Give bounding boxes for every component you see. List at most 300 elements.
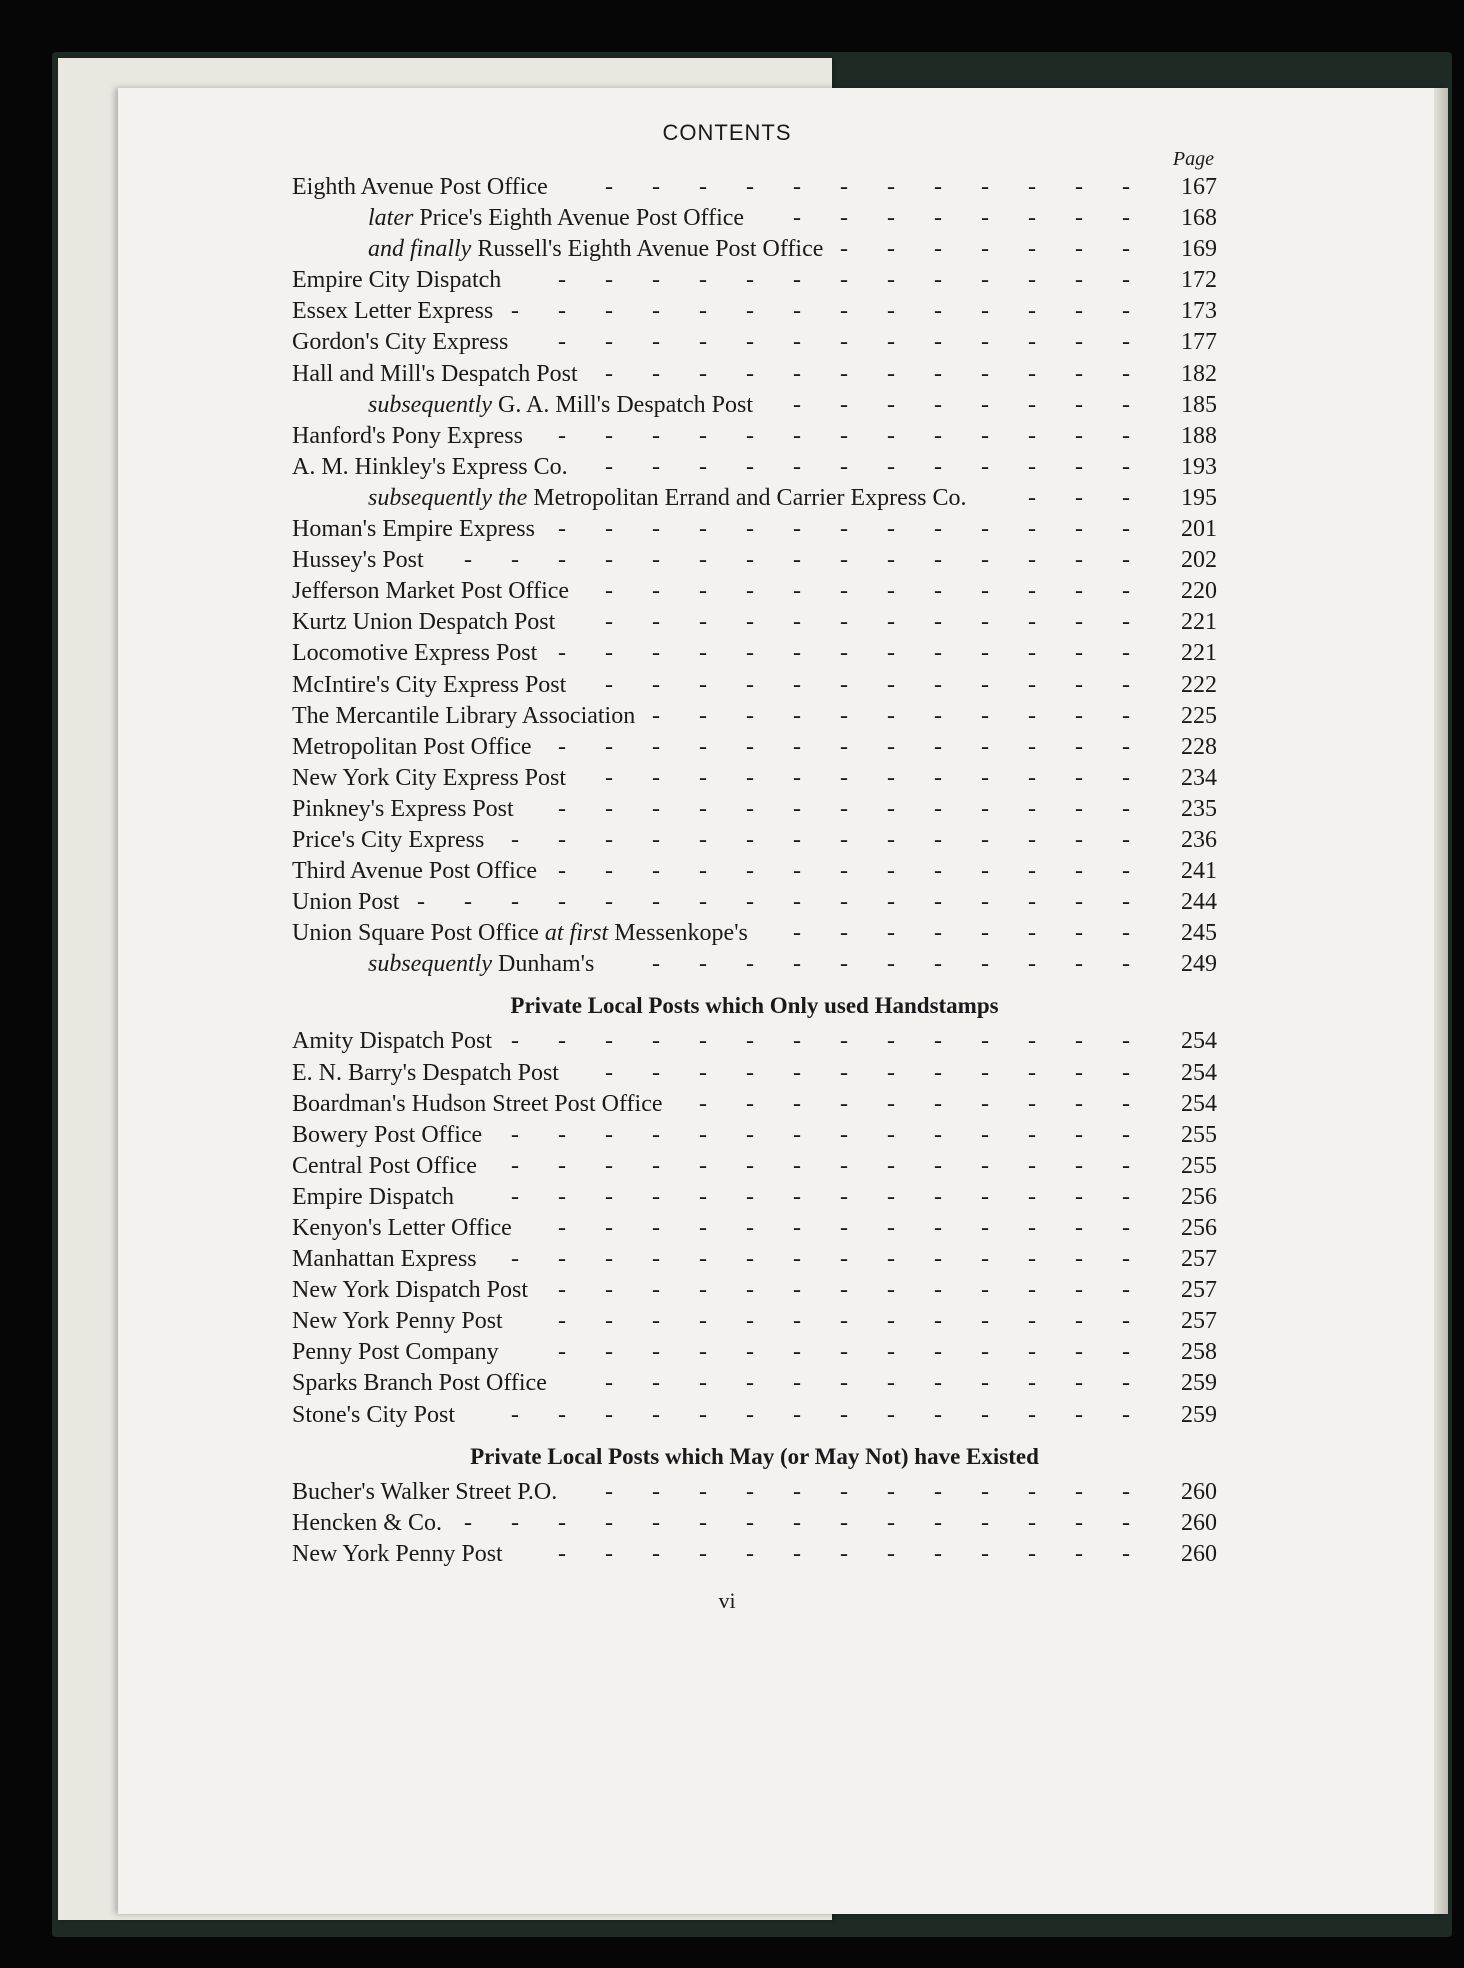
leader-dash: -	[558, 640, 566, 667]
leader-dash: -	[887, 951, 895, 978]
leader-dash: -	[981, 951, 989, 978]
leader-dash: -	[981, 547, 989, 574]
leader-dash: -	[887, 764, 895, 791]
leader-dash: -	[746, 1215, 754, 1241]
toc-entry-title	[292, 1368, 547, 1399]
leader-dash: -	[652, 298, 660, 325]
leader-dash: -	[652, 609, 660, 636]
leader-dash: -	[840, 360, 848, 387]
leader-dash: -	[605, 1152, 613, 1179]
leader-dash: -	[934, 298, 942, 325]
leader-dash: -	[981, 1215, 989, 1241]
leader-dash: -	[1122, 236, 1130, 263]
leader-dash: -	[793, 671, 801, 698]
leader-dash: -	[652, 547, 660, 574]
leader-dash: -	[1122, 1509, 1130, 1536]
leader-dash: -	[840, 1509, 848, 1536]
toc-entry	[292, 1089, 1217, 1120]
toc-entry-title	[292, 763, 566, 794]
leader-dash: -	[1075, 1308, 1083, 1335]
leader-dash: -	[934, 1059, 942, 1086]
leader-dash: -	[699, 1215, 707, 1241]
leader-dash: -	[746, 1308, 754, 1335]
leader-dash: -	[887, 267, 895, 294]
toc-entry-name: Locomotive Express Post	[292, 640, 538, 667]
leader-dash: -	[934, 764, 942, 791]
leader-dash: -	[1028, 764, 1036, 791]
leader-dash: -	[840, 764, 848, 791]
leader-dash: -	[1122, 671, 1130, 698]
leader-dash: -	[652, 671, 660, 698]
leader-dash: -	[981, 1401, 989, 1428]
page-column-label: Page	[1172, 148, 1214, 170]
leader-dash: -	[793, 205, 801, 232]
toc-entry-name: New York City Express Post	[292, 764, 567, 791]
leader-dash: -	[746, 267, 754, 294]
leader-dash: -	[793, 640, 801, 667]
leader-dash: -	[652, 1183, 660, 1210]
leader-dash: -	[605, 795, 613, 822]
leader-dash: -	[699, 453, 707, 480]
leader-dash: -	[1075, 484, 1083, 511]
page-edge	[1434, 88, 1448, 1914]
leader-dash: -	[934, 391, 942, 418]
leader-dash: -	[840, 547, 848, 574]
toc-entry-title	[292, 172, 548, 203]
leader-dash: -	[652, 1540, 660, 1567]
leader-dash: -	[1028, 951, 1036, 978]
leader-dash: -	[605, 858, 613, 885]
leader-dash: -	[746, 1028, 754, 1055]
leader-dash: -	[1122, 702, 1130, 729]
toc-entry-name: New York Penny Post	[292, 1308, 503, 1335]
leader-dash: -	[699, 1277, 707, 1304]
leader-dash: -	[1028, 578, 1036, 605]
toc-entry-title	[292, 327, 508, 358]
toc-body	[292, 172, 1332, 1570]
leader-dash: -	[1028, 920, 1036, 947]
leader-dash: -	[558, 1028, 566, 1055]
leader-dash: -	[1075, 1509, 1083, 1536]
leader-dash: -	[1122, 733, 1130, 760]
toc-entry-page: 254	[1181, 1090, 1217, 1117]
toc-entry-title	[292, 638, 537, 669]
leader-dash: -	[981, 298, 989, 325]
leader-dash: -	[981, 920, 989, 947]
toc-entry-name: Metropolitan Errand and Carrier Express Co.	[533, 484, 967, 511]
leader-dash: -	[793, 795, 801, 822]
leader-dash: -	[746, 1090, 754, 1117]
leader-dash: -	[652, 329, 660, 356]
toc-entry-title	[292, 1089, 663, 1120]
leader-dash: -	[793, 267, 801, 294]
leader-dash: -	[652, 826, 660, 853]
leader-dash: -	[981, 764, 989, 791]
leader-dash: -	[981, 858, 989, 885]
leader-dash: -	[934, 360, 942, 387]
leader-dash: -	[1075, 391, 1083, 418]
leader-dash: -	[981, 640, 989, 667]
toc-entry	[292, 545, 1217, 576]
leader-dash: -	[511, 298, 519, 325]
leader-dash: -	[746, 453, 754, 480]
leader-dash: -	[887, 795, 895, 822]
leader-dash: -	[887, 453, 895, 480]
leader-dash: -	[934, 1215, 942, 1241]
leader-dash: -	[840, 174, 848, 200]
leader-dash: -	[840, 889, 848, 916]
leader-dash: -	[793, 858, 801, 885]
leader-dash: -	[934, 236, 942, 263]
leader-dash: -	[1075, 329, 1083, 356]
leader-dash: -	[887, 702, 895, 729]
leader-dash: -	[793, 1215, 801, 1241]
leader-dash: -	[652, 267, 660, 294]
leader-dash: -	[746, 547, 754, 574]
leader-dash: -	[1028, 422, 1036, 449]
leader-dash: -	[558, 516, 566, 543]
leader-dash: -	[417, 889, 425, 916]
leader-dash: -	[652, 795, 660, 822]
leader-dash: -	[1028, 609, 1036, 636]
leader-dash: -	[887, 1152, 895, 1179]
leader-dash: -	[934, 1370, 942, 1397]
toc-entry-page: 225	[1181, 702, 1217, 729]
leader-dash: -	[652, 1478, 660, 1505]
leader-dash: -	[605, 1059, 613, 1086]
leader-dash: -	[1028, 1401, 1036, 1428]
leader-dash: -	[934, 547, 942, 574]
leader-dash: -	[887, 298, 895, 325]
leader-dash: -	[652, 1215, 660, 1241]
toc-entry-name: Sparks Branch Post Office	[292, 1370, 547, 1397]
leader-dash: -	[605, 1277, 613, 1304]
leader-dash: -	[746, 889, 754, 916]
leader-dash: -	[605, 174, 613, 200]
leader-dash: -	[934, 1478, 942, 1505]
toc-entry-page: 188	[1181, 422, 1217, 449]
leader-dash: -	[934, 1090, 942, 1117]
leader-dash: -	[840, 267, 848, 294]
leader-dash: -	[699, 951, 707, 978]
leader-dash: -	[1075, 298, 1083, 325]
toc-entry-name: Empire City Dispatch	[292, 267, 502, 294]
toc-entry-page: 182	[1181, 360, 1217, 387]
toc-entry-name: Amity Dispatch Post	[292, 1028, 493, 1055]
leader-dash: -	[1028, 453, 1036, 480]
leader-dash: -	[1075, 578, 1083, 605]
toc-entry	[292, 670, 1217, 701]
leader-dash: -	[1075, 1401, 1083, 1428]
leader-dash: -	[981, 702, 989, 729]
toc-entry-title	[292, 1477, 557, 1508]
toc-entry-name: Eighth Avenue Post Office	[292, 174, 548, 200]
leader-dash: -	[793, 1121, 801, 1148]
leader-dash: -	[1028, 484, 1036, 511]
leader-dash: -	[1028, 1121, 1036, 1148]
leader-dash: -	[793, 951, 801, 978]
leader-dash: -	[605, 422, 613, 449]
leader-dash: -	[699, 733, 707, 760]
leader-dash: -	[699, 1090, 707, 1117]
leader-dash: -	[981, 889, 989, 916]
leader-dash: -	[1028, 640, 1036, 667]
leader-dash: -	[746, 1540, 754, 1567]
leader-dash: -	[934, 951, 942, 978]
leader-dash: -	[887, 1028, 895, 1055]
toc-entry-title	[292, 483, 967, 514]
leader-dash: -	[1028, 298, 1036, 325]
leader-dash: -	[934, 1401, 942, 1428]
leader-dash: -	[793, 174, 801, 200]
leader-dash: -	[605, 889, 613, 916]
leader-dash: -	[558, 1339, 566, 1366]
toc-entry-page: 257	[1181, 1246, 1217, 1273]
leader-dash: -	[558, 1215, 566, 1241]
toc-entry-title	[292, 949, 594, 980]
leader-dash: -	[558, 1152, 566, 1179]
toc-entry-name: E. N. Barry's Despatch Post	[292, 1059, 559, 1086]
leader-dash: -	[558, 422, 566, 449]
leader-dash: -	[1075, 640, 1083, 667]
leader-dash: -	[934, 733, 942, 760]
toc-entry	[292, 856, 1217, 887]
leader-dash: -	[887, 1277, 895, 1304]
toc-entry-name: Metropolitan Post Office	[292, 733, 532, 760]
toc-entry	[292, 234, 1217, 265]
leader-dash: -	[605, 733, 613, 760]
toc-entry-page: 221	[1181, 640, 1217, 667]
leader-dash: -	[1028, 1308, 1036, 1335]
leader-dash: -	[1122, 329, 1130, 356]
leader-dash: -	[934, 422, 942, 449]
toc-entry	[292, 1337, 1217, 1368]
leader-dash: -	[558, 826, 566, 853]
toc-entry-page: 260	[1181, 1540, 1217, 1567]
leader-dash: -	[793, 578, 801, 605]
leader-dash: -	[793, 702, 801, 729]
leader-dash: -	[1075, 1540, 1083, 1567]
leader-dash: -	[605, 578, 613, 605]
leader-dash: -	[1075, 516, 1083, 543]
toc-entry-name: Homan's Empire Express	[292, 516, 535, 543]
leader-dash: -	[605, 1183, 613, 1210]
leader-dash: -	[981, 329, 989, 356]
toc-entry	[292, 1182, 1217, 1213]
leader-dash: -	[1028, 1028, 1036, 1055]
toc-entry	[292, 421, 1217, 452]
leader-dash: -	[1075, 858, 1083, 885]
leader-dash: -	[1122, 858, 1130, 885]
leader-dash: -	[981, 1339, 989, 1366]
leader-dash: -	[793, 453, 801, 480]
toc-entry-title	[292, 670, 566, 701]
leader-dash: -	[840, 795, 848, 822]
leader-dash: -	[793, 1152, 801, 1179]
toc-entry-name: McIntire's City Express Post	[292, 671, 567, 698]
leader-dash: -	[981, 1370, 989, 1397]
leader-dash: -	[652, 640, 660, 667]
leader-dash: -	[840, 329, 848, 356]
toc-entry	[292, 794, 1217, 825]
toc-entry-page: 244	[1181, 889, 1217, 916]
leader-dash: -	[699, 1509, 707, 1536]
toc-entry	[292, 1151, 1217, 1182]
leader-dash: -	[1075, 1090, 1083, 1117]
leader-dash: -	[840, 1183, 848, 1210]
leader-dash: -	[605, 1215, 613, 1241]
toc-entry-title	[292, 794, 514, 825]
leader-dash: -	[1075, 1028, 1083, 1055]
leader-dash: -	[981, 1183, 989, 1210]
leader-dash: -	[840, 1152, 848, 1179]
leader-dash: -	[840, 671, 848, 698]
leader-dash: -	[887, 1215, 895, 1241]
toc-entry-title	[292, 887, 399, 918]
leader-dash: -	[840, 858, 848, 885]
leader-dash: -	[887, 1090, 895, 1117]
leader-dash: -	[1122, 516, 1130, 543]
leader-dash: -	[1028, 733, 1036, 760]
leader-dash: -	[840, 391, 848, 418]
leader-dash: -	[1075, 453, 1083, 480]
leader-dash: -	[934, 609, 942, 636]
leader-dash: -	[887, 174, 895, 200]
leader-dash: -	[699, 702, 707, 729]
leader-dash: -	[1122, 391, 1130, 418]
leader-dash: -	[887, 578, 895, 605]
leader-dash: -	[511, 1401, 519, 1428]
leader-dash: -	[1028, 826, 1036, 853]
leader-dash: -	[934, 578, 942, 605]
leader-dash: -	[652, 1059, 660, 1086]
leader-dash: -	[793, 1028, 801, 1055]
leader-dash: -	[464, 889, 472, 916]
leader-dash: -	[699, 1370, 707, 1397]
toc-entry-title	[292, 203, 744, 234]
leader-dash: -	[746, 951, 754, 978]
leader-dash: -	[1075, 1152, 1083, 1179]
toc-entry-page: 202	[1181, 547, 1217, 574]
leader-dash: -	[1028, 671, 1036, 698]
leader-dash: -	[1028, 1370, 1036, 1397]
leader-dash: -	[840, 951, 848, 978]
leader-dash: -	[605, 298, 613, 325]
leader-dash: -	[1075, 205, 1083, 232]
leader-dash: -	[887, 1059, 895, 1086]
toc-entry-title	[292, 234, 823, 265]
leader-dash: -	[934, 1509, 942, 1536]
leader-dash: -	[652, 702, 660, 729]
leader-dash: -	[887, 391, 895, 418]
leader-dash: -	[652, 1339, 660, 1366]
toc-entry-title	[292, 1337, 499, 1368]
leader-dash: -	[887, 1478, 895, 1505]
leader-dash: -	[652, 1509, 660, 1536]
leader-dash: -	[1028, 360, 1036, 387]
leader-dash: -	[981, 236, 989, 263]
leader-dash: -	[511, 1246, 519, 1273]
leader-dash: -	[1122, 951, 1130, 978]
leader-dash: -	[1075, 1339, 1083, 1366]
leader-dash: -	[1028, 1059, 1036, 1086]
leader-dash: -	[1122, 640, 1130, 667]
toc-entry-page: 169	[1181, 236, 1217, 263]
leader-dash: -	[793, 547, 801, 574]
leader-dash: -	[840, 1308, 848, 1335]
leader-dash: -	[558, 298, 566, 325]
toc-entry-title	[292, 1151, 477, 1182]
toc-entry-prefix: subsequently the	[368, 484, 528, 511]
leader-dash: -	[746, 1121, 754, 1148]
leader-dash: -	[1028, 795, 1036, 822]
leader-dash: -	[746, 1152, 754, 1179]
leader-dash: -	[652, 1152, 660, 1179]
toc-entry-name: Hencken & Co.	[292, 1509, 442, 1536]
leader-dash: -	[652, 1121, 660, 1148]
leader-dash: -	[934, 267, 942, 294]
toc-entry	[292, 296, 1217, 327]
leader-dash: -	[1028, 1478, 1036, 1505]
leader-dash: -	[934, 889, 942, 916]
leader-dash: -	[699, 1152, 707, 1179]
leader-dash: -	[699, 360, 707, 387]
leader-dash: -	[981, 1152, 989, 1179]
leader-dash: -	[981, 1277, 989, 1304]
leader-dash: -	[840, 1339, 848, 1366]
leader-dash: -	[652, 1401, 660, 1428]
toc-entry-page: 220	[1181, 578, 1217, 605]
toc-entry-title	[292, 390, 753, 421]
toc-entry-prefix: subsequently	[368, 391, 492, 418]
leader-dash: -	[1028, 889, 1036, 916]
leader-dash: -	[793, 391, 801, 418]
leader-dash: -	[1075, 1478, 1083, 1505]
toc-entry-page: 241	[1181, 858, 1217, 885]
leader-dash: -	[1075, 236, 1083, 263]
leader-dash: -	[652, 951, 660, 978]
leader-dash: -	[887, 1401, 895, 1428]
leader-dash: -	[746, 609, 754, 636]
leader-dash: -	[887, 733, 895, 760]
leader-dash: -	[558, 1401, 566, 1428]
leader-dash: -	[981, 422, 989, 449]
leader-dash: -	[840, 236, 848, 263]
toc-entry	[292, 172, 1217, 203]
leader-dash: -	[746, 174, 754, 200]
leader-dash: -	[793, 1246, 801, 1273]
page-folio: vi	[718, 1587, 736, 1613]
leader-dash: -	[1075, 951, 1083, 978]
leader-dash: -	[840, 1246, 848, 1273]
leader-dash: -	[887, 671, 895, 698]
leader-dash: -	[699, 889, 707, 916]
toc-entry-name: The Mercantile Library Association	[292, 702, 636, 729]
leader-dash: -	[652, 733, 660, 760]
leader-dash: -	[558, 858, 566, 885]
toc-entry-name: A. M. Hinkley's Express Co.	[292, 453, 568, 480]
toc-entry-title	[292, 545, 424, 576]
leader-dash: -	[699, 671, 707, 698]
toc-entry-name: Russell's Eighth Avenue Post Office	[477, 236, 824, 263]
leader-dash: -	[746, 1509, 754, 1536]
leader-dash: -	[1028, 267, 1036, 294]
table-of-contents	[292, 120, 1332, 1614]
toc-entry-name: New York Dispatch Post	[292, 1277, 529, 1304]
toc-entry	[292, 607, 1217, 638]
toc-entry	[292, 514, 1217, 545]
toc-entry	[292, 732, 1217, 763]
